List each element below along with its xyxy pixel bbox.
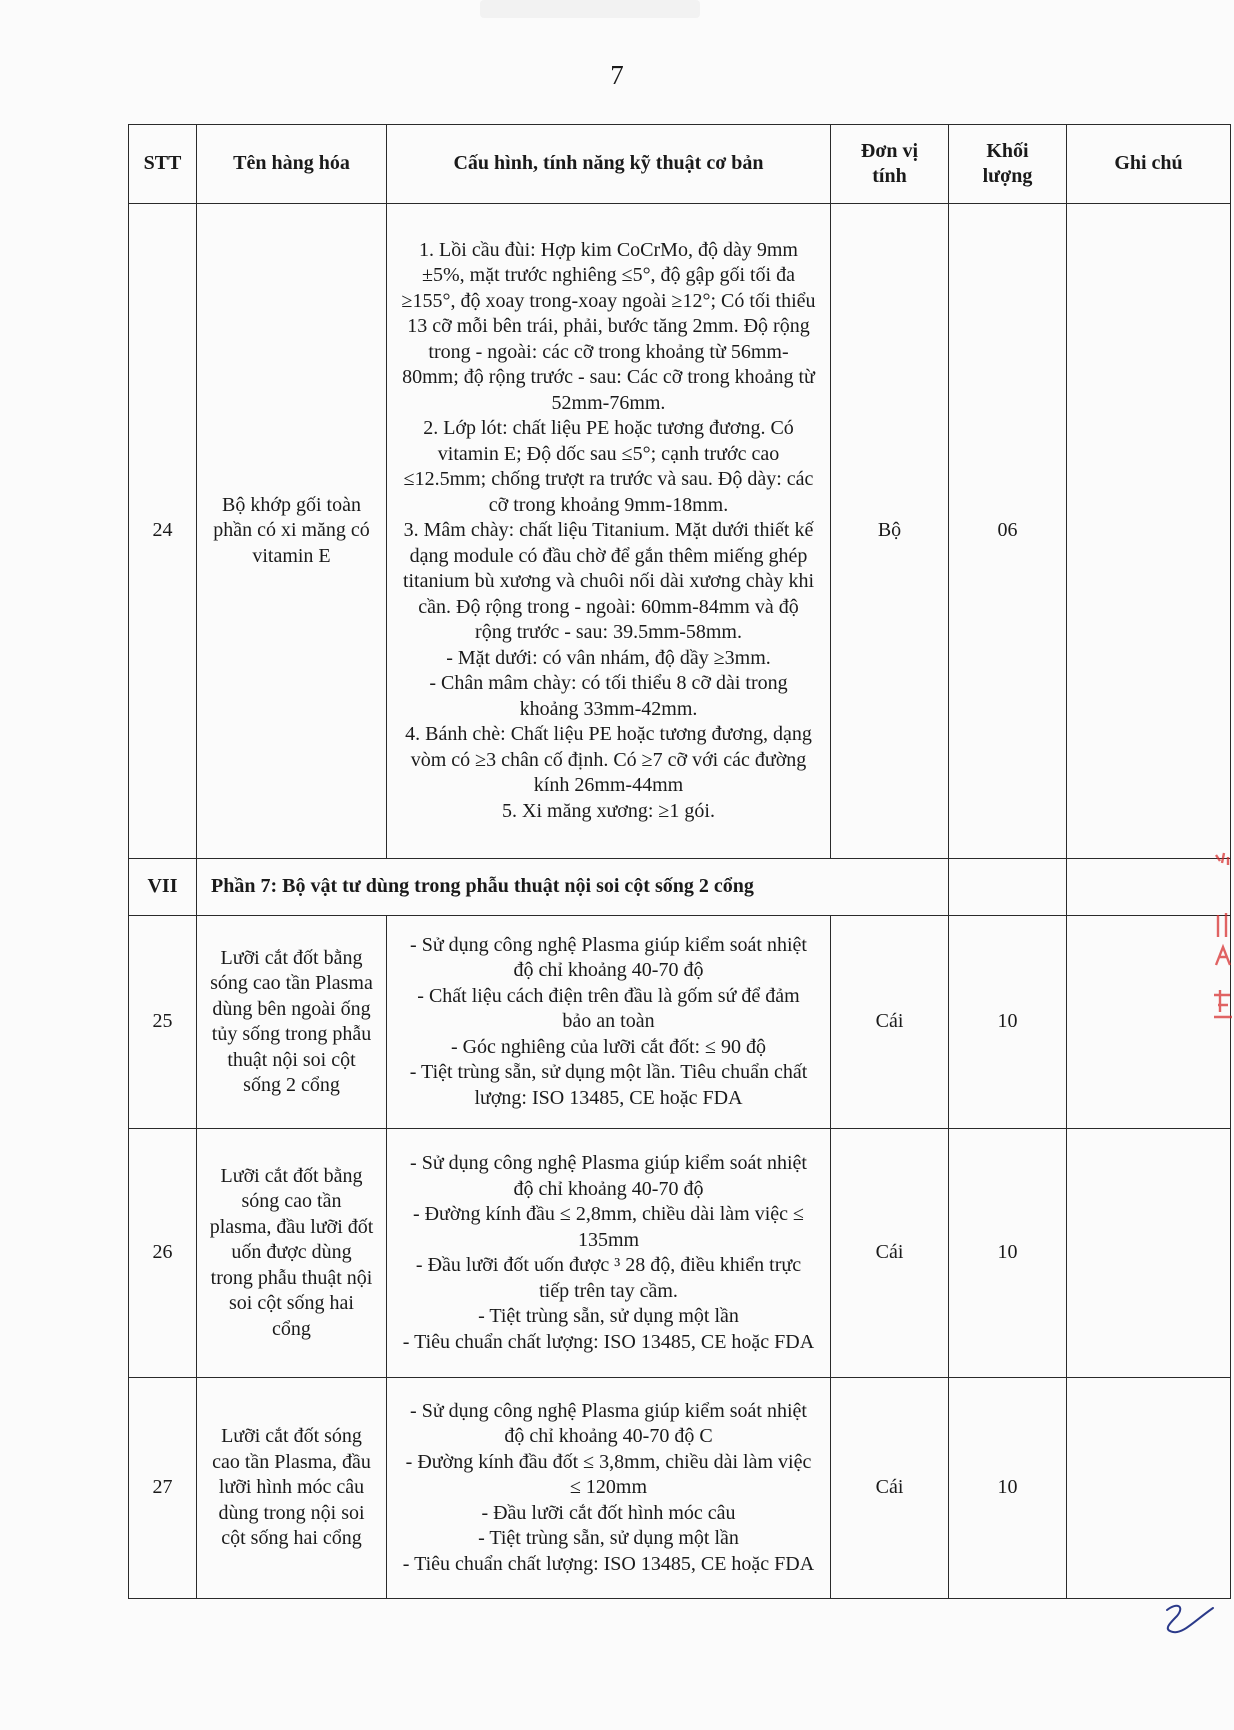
header-name: Tên hàng hóa	[197, 125, 387, 204]
cell-spec: - Sử dụng công nghệ Plasma giúp kiểm soát nhiệt độ chỉ khoảng 40-70 độ - Chất liệu cách điện trên đầu là gốm sứ để đảm bảo an toàn - Góc nghiêng của lưỡi cắt đốt: ≤ 90 độ - Tiệt trùng sẵn, sử dụng một lần. Tiêu chuẩn chất lượng: ISO 13485, CE hoặc FDA	[387, 916, 831, 1129]
table-row	[129, 1378, 1231, 1599]
cell-stt: 26	[129, 1129, 197, 1378]
section-note-empty	[1067, 859, 1231, 916]
cell-name: Bộ khớp gối toàn phần có xi măng có vitamin E	[197, 204, 387, 859]
section-row	[129, 859, 1231, 916]
cell-stt: 27	[129, 1378, 197, 1599]
cell-unit: Bộ	[831, 204, 949, 859]
cell-unit: Cái	[831, 1129, 949, 1378]
stamp-fragment-icon	[1210, 845, 1234, 1045]
section-qty-empty	[949, 859, 1067, 916]
cell-name: Lưỡi cắt đốt bằng sóng cao tần plasma, đầu lưỡi đốt uốn được dùng trong phẫu thuật nội soi cột sống hai cổng	[197, 1129, 387, 1378]
section-title: Phần 7: Bộ vật tư dùng trong phẫu thuật nội soi cột sống 2 cổng	[197, 859, 949, 916]
cell-name: Lưỡi cắt đốt sóng cao tần Plasma, đầu lưỡi hình móc câu dùng trong nội soi cột sống hai cổng	[197, 1378, 387, 1599]
cell-spec: 1. Lồi cầu đùi: Hợp kim CoCrMo, độ dày 9mm ±5%, mặt trước nghiêng ≤5°, độ gập gối tối đa ≥155°, độ xoay trong-xoay ngoài ≥12°; Có tối thiểu 13 cỡ mỗi bên trái, phải, bước tăng 2mm. Độ rộng trong - ngoài: các cỡ trong khoảng từ 56mm-80mm; độ rộng trước - sau: Các cỡ trong khoảng từ 52mm-76mm. 2. Lớp lót: chất liệu PE hoặc tương đương. Có vitamin E; Độ dốc sau ≤5°; cạnh trước cao ≤12.5mm; chống trượt ra trước và sau. Độ dày: các cỡ trong khoảng 9mm-18mm. 3. Mâm chày: chất liệu Titanium. Mặt dưới thiết kế dạng module có đầu chờ để gắn thêm miếng ghép titanium bù xương và chuôi nối dài xương chày khi cần. Độ rộng trong - ngoài: 60mm-84mm và độ rộng trước - sau: 39.5mm-58mm. - Mặt dưới: có vân nhám, độ dầy ≥3mm. - Chân mâm chày: có tối thiểu 8 cỡ dài trong khoảng 33mm-42mm. 4. Bánh chè: Chất liệu PE hoặc tương đương, dạng vòm có ≥3 chân cố định. Có ≥7 cỡ với các đường kính 26mm-44mm 5. Xi măng xương: ≥1 gói.	[387, 204, 831, 859]
cell-note	[1067, 1378, 1231, 1599]
section-number: VII	[129, 859, 197, 916]
cell-stt: 25	[129, 916, 197, 1129]
cell-qty: 10	[949, 1378, 1067, 1599]
top-bleed-through	[480, 0, 700, 18]
header-spec: Cấu hình, tính năng kỹ thuật cơ bản	[387, 125, 831, 204]
cell-unit: Cái	[831, 916, 949, 1129]
table-row	[129, 916, 1231, 1129]
table-row	[129, 1129, 1231, 1378]
cell-qty: 10	[949, 1129, 1067, 1378]
cell-note	[1067, 916, 1231, 1129]
cell-spec: - Sử dụng công nghệ Plasma giúp kiểm soát nhiệt độ chỉ khoảng 40-70 độ C - Đường kính đầu đốt ≤ 3,8mm, chiều dài làm việc ≤ 120mm - Đầu lưỡi cắt đốt hình móc câu - Tiệt trùng sẵn, sử dụng một lần - Tiêu chuẩn chất lượng: ISO 13485, CE hoặc FDA	[387, 1378, 831, 1599]
goods-spec-table	[128, 124, 1231, 1599]
cell-note	[1067, 204, 1231, 859]
cell-qty: 06	[949, 204, 1067, 859]
cell-spec: - Sử dụng công nghệ Plasma giúp kiểm soát nhiệt độ chỉ khoảng 40-70 độ - Đường kính đầu ≤ 2,8mm, chiều dài làm việc ≤ 135mm - Đầu lưỡi đốt uốn được ³ 28 độ, điều khiển trực tiếp trên tay cầm. - Tiệt trùng sẵn, sử dụng một lần - Tiêu chuẩn chất lượng: ISO 13485, CE hoặc FDA	[387, 1129, 831, 1378]
header-unit: Đơn vị tính	[831, 125, 949, 204]
page-number: 7	[610, 60, 624, 90]
header-stt: STT	[129, 125, 197, 204]
cell-stt: 24	[129, 204, 197, 859]
table-header-row	[129, 125, 1231, 204]
table-row	[129, 204, 1231, 859]
header-note: Ghi chú	[1067, 125, 1231, 204]
cell-unit: Cái	[831, 1378, 949, 1599]
cell-name: Lưỡi cắt đốt bằng sóng cao tần Plasma dùng bên ngoài ống tủy sống trong phẫu thuật nội soi cột sống 2 cổng	[197, 916, 387, 1129]
cell-qty: 10	[949, 916, 1067, 1129]
cell-note	[1067, 1129, 1231, 1378]
header-qty: Khối lượng	[949, 125, 1067, 204]
signature-mark-icon	[1155, 1590, 1234, 1650]
